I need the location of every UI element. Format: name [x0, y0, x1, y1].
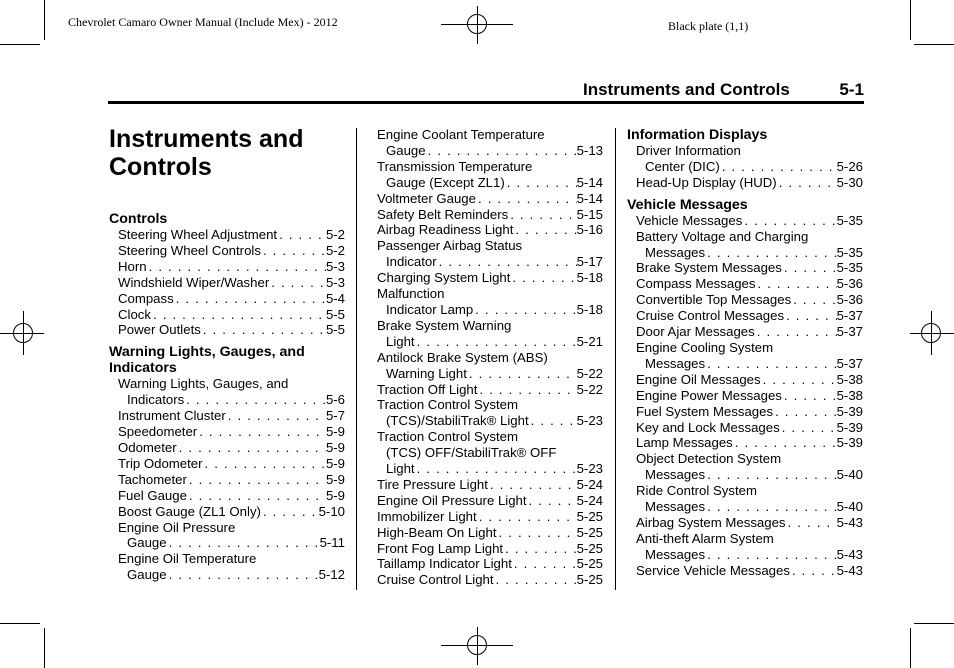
toc-entry[interactable] — [627, 340, 863, 372]
leader-dots — [508, 207, 576, 223]
toc-page-ref: 5-24 — [576, 476, 603, 492]
toc-column-1 — [109, 211, 345, 583]
toc-page-ref: 5-13 — [576, 142, 603, 158]
leader-dots — [167, 535, 320, 551]
toc-entry[interactable] — [627, 404, 863, 420]
toc-entry-text: Antilock Brake System (ABS) — [377, 349, 548, 365]
leader-dots — [742, 213, 836, 229]
toc-page-ref: 5-7 — [325, 408, 345, 424]
column-divider — [615, 128, 616, 590]
toc-page-ref: 5-12 — [318, 567, 345, 583]
document-header: Chevrolet Camaro Owner Manual (Include Mex) - 2012 — [68, 15, 338, 29]
toc-entry[interactable] — [627, 175, 863, 191]
toc-entry[interactable] — [627, 143, 863, 175]
toc-entry-text: (TCS) OFF/StabiliTrak® OFF — [386, 445, 557, 461]
header-rule — [108, 101, 864, 104]
leader-dots — [277, 227, 326, 243]
toc-page-ref: 5-21 — [576, 333, 603, 349]
toc-entry-text: Traction Off Light — [377, 381, 478, 397]
leader-dots — [782, 260, 837, 276]
toc-entry-text: Cruise Control Messages — [636, 308, 785, 324]
leader-dots — [782, 388, 837, 404]
toc-page-ref: 5-26 — [836, 158, 863, 174]
leader-dots — [467, 366, 577, 382]
toc-entry-text: Instrument Cluster — [118, 408, 226, 424]
toc-entry-text: Indicators — [127, 392, 185, 408]
toc-entry[interactable] — [377, 493, 603, 509]
toc-page-ref: 5-37 — [836, 355, 863, 371]
toc-entry-text: Ride Control System — [636, 483, 757, 499]
section-title: Instruments and Controls — [583, 80, 790, 99]
toc-entry[interactable] — [109, 520, 345, 552]
toc-entry-text: Convertible Top Messages — [636, 292, 792, 308]
crop-mark — [44, 628, 45, 668]
toc-entry-text: Object Detection System — [636, 451, 782, 467]
leader-dots — [167, 567, 319, 583]
leader-dots — [705, 356, 836, 372]
toc-entry-text: Power Outlets — [118, 322, 201, 338]
toc-entry[interactable] — [377, 397, 603, 429]
toc-entry-text: Engine Oil Messages — [636, 371, 761, 387]
toc-entry-text: Gauge — [127, 567, 167, 583]
toc-heading: Controls — [109, 211, 168, 227]
toc-entry[interactable] — [109, 291, 345, 307]
toc-entry[interactable] — [377, 525, 603, 541]
toc-page-ref: 5-37 — [836, 308, 863, 324]
toc-page-ref: 5-39 — [836, 419, 863, 435]
toc-page-ref: 5-25 — [576, 540, 603, 556]
toc-entry-text: Driver Information — [636, 143, 741, 158]
toc-entry[interactable] — [109, 227, 345, 243]
toc-page-ref: 5-24 — [576, 492, 603, 508]
toc-page-ref: 5-9 — [325, 471, 345, 487]
toc-entry-text: Voltmeter Gauge — [377, 190, 476, 206]
toc-entry[interactable] — [109, 259, 345, 275]
toc-entry-text: Engine Oil Pressure — [118, 519, 236, 535]
leader-dots — [512, 556, 577, 572]
leader-dots — [476, 191, 577, 207]
toc-entry[interactable] — [627, 324, 863, 340]
toc-entry-text: Indicator — [386, 254, 437, 270]
leader-dots — [415, 461, 577, 477]
toc-page-ref: 5-17 — [576, 254, 603, 270]
leader-dots — [187, 472, 326, 488]
leader-dots — [791, 292, 836, 308]
toc-entry[interactable] — [627, 388, 863, 404]
crop-mark — [0, 623, 40, 624]
toc-entry[interactable] — [377, 270, 603, 286]
toc-entry[interactable] — [377, 238, 603, 270]
toc-entry[interactable] — [109, 424, 345, 440]
toc-entry[interactable] — [627, 515, 863, 531]
toc-entry-text: Odometer — [118, 439, 177, 455]
toc-page-ref: 5-43 — [836, 546, 863, 562]
leader-dots — [203, 456, 326, 472]
column-divider — [356, 128, 357, 590]
toc-page-ref: 5-16 — [576, 222, 603, 238]
toc-entry[interactable] — [627, 483, 863, 515]
leader-dots — [197, 424, 326, 440]
crop-mark — [910, 628, 911, 668]
toc-entry[interactable] — [377, 207, 603, 223]
toc-heading: Warning Lights, Gauges, and Indicators — [109, 344, 305, 377]
toc-page-ref: 5-14 — [576, 174, 603, 190]
toc-page-ref: 5-36 — [836, 276, 863, 292]
leader-dots — [415, 334, 577, 350]
leader-dots — [705, 547, 836, 563]
toc-entry-text: Gauge (Except ZL1) — [386, 174, 505, 190]
toc-page-ref: 5-25 — [576, 524, 603, 540]
toc-page-ref: 5-3 — [325, 274, 345, 290]
toc-entry-text: Fuel Gauge — [118, 487, 187, 503]
toc-entry-text: Engine Oil Temperature — [118, 551, 257, 567]
toc-page-ref: 5-23 — [576, 413, 603, 429]
toc-page-ref: 5-38 — [836, 387, 863, 403]
toc-entry-text: High-Beam On Light — [377, 524, 497, 540]
toc-entry[interactable] — [377, 572, 603, 588]
toc-entry[interactable] — [627, 260, 863, 276]
chapter-title: Instruments and Controls — [109, 125, 304, 181]
leader-dots — [496, 525, 576, 541]
toc-entry[interactable] — [109, 243, 345, 259]
toc-entry-text: Engine Coolant Temperature — [377, 127, 545, 142]
toc-entry-text: Windshield Wiper/Washer — [118, 274, 270, 290]
toc-entry[interactable] — [627, 563, 863, 579]
leader-dots — [494, 572, 577, 588]
toc-entry-text: Warning Lights, Gauges, and — [118, 376, 289, 392]
toc-entry-text: Passenger Airbag Status — [377, 238, 523, 254]
toc-entry[interactable] — [377, 541, 603, 557]
toc-entry[interactable] — [377, 477, 603, 493]
toc-page-ref: 5-4 — [325, 290, 345, 306]
toc-page-ref: 5-35 — [836, 260, 863, 276]
toc-page-ref: 5-25 — [576, 508, 603, 524]
leader-dots — [269, 275, 326, 291]
leader-dots — [505, 175, 577, 191]
leader-dots — [720, 159, 837, 175]
toc-page-ref: 5-9 — [325, 455, 345, 471]
toc-page-ref: 5-15 — [576, 206, 603, 222]
toc-entry[interactable] — [109, 307, 345, 323]
toc-entry-text: Malfunction — [377, 286, 445, 302]
leader-dots — [184, 392, 326, 408]
toc-page-ref: 5-36 — [836, 292, 863, 308]
toc-page-ref: 5-11 — [319, 535, 345, 551]
toc-page-ref: 5-40 — [836, 499, 863, 515]
toc-entry-text: Boost Gauge (ZL1 Only) — [118, 503, 261, 519]
crop-mark — [0, 44, 40, 45]
leader-dots — [477, 509, 577, 525]
toc-entry[interactable] — [377, 556, 603, 572]
leader-dots — [261, 243, 326, 259]
toc-entry-text: Center (DIC) — [645, 158, 720, 174]
leader-dots — [761, 372, 837, 388]
crop-mark — [44, 0, 45, 40]
toc-entry-text: Tire Pressure Light — [377, 476, 488, 492]
toc-entry-text: Tachometer — [118, 471, 187, 487]
leader-dots — [261, 504, 319, 520]
toc-entry[interactable] — [109, 456, 345, 472]
toc-page-ref: 5-18 — [576, 301, 603, 317]
toc-entry[interactable] — [627, 276, 863, 292]
toc-heading: Vehicle Messages — [627, 196, 748, 213]
toc-entry[interactable] — [627, 420, 863, 436]
leader-dots — [151, 307, 326, 323]
toc-entry[interactable] — [109, 408, 345, 424]
page-number: 5-1 — [839, 80, 864, 99]
toc-entry-text: Gauge — [127, 535, 167, 551]
toc-entry[interactable] — [377, 159, 603, 191]
toc-entry[interactable] — [109, 275, 345, 291]
toc-entry[interactable] — [627, 531, 863, 563]
toc-entry-text: Light — [386, 333, 415, 349]
toc-page-ref: 5-14 — [576, 190, 603, 206]
toc-entry[interactable] — [627, 372, 863, 388]
toc-entry-text: Front Fog Lamp Light — [377, 540, 504, 556]
toc-entry-text: Indicator Lamp — [386, 301, 474, 317]
toc-entry-text: Steering Wheel Adjustment — [118, 227, 278, 242]
leader-dots — [488, 477, 577, 493]
toc-entry-text: Clock — [118, 306, 151, 322]
toc-entry[interactable] — [109, 504, 345, 520]
leader-dots — [705, 499, 836, 515]
toc-entry-text: Speedometer — [118, 424, 198, 440]
toc-entry-text: Messages — [645, 546, 706, 562]
toc-entry[interactable] — [377, 191, 603, 207]
leader-dots — [733, 435, 837, 451]
toc-page-ref: 5-22 — [576, 365, 603, 381]
leader-dots — [174, 291, 326, 307]
toc-entry-text: Anti-theft Alarm System — [636, 530, 774, 546]
toc-page-ref: 5-5 — [325, 322, 345, 338]
toc-entry-text: Transmission Temperature — [377, 158, 533, 174]
toc-entry-text: Warning Light — [386, 365, 467, 381]
toc-heading: Information Displays — [627, 127, 768, 143]
toc-page-ref: 5-39 — [836, 403, 863, 419]
toc-entry-text: Charging System Light — [377, 270, 511, 286]
toc-entry-text: Compass — [118, 290, 174, 306]
toc-entry[interactable] — [627, 213, 863, 229]
toc-entry-text: Compass Messages — [636, 276, 756, 292]
toc-entry-text: Messages — [645, 244, 706, 260]
leader-dots — [437, 254, 577, 270]
toc-entry[interactable] — [377, 318, 603, 350]
leader-dots — [503, 541, 577, 557]
toc-entry-text: Trip Odometer — [118, 455, 203, 471]
toc-entry[interactable] — [377, 382, 603, 398]
toc-page-ref: 5-3 — [325, 258, 345, 274]
leader-dots — [147, 259, 326, 275]
plate-label: Black plate (1,1) — [668, 19, 749, 33]
toc-entry[interactable] — [627, 451, 863, 483]
toc-entry-text: Messages — [645, 499, 706, 515]
toc-entry[interactable] — [109, 322, 345, 338]
toc-entry-text: Brake System Messages — [636, 260, 782, 276]
toc-page-ref: 5-43 — [836, 562, 863, 578]
leader-dots — [780, 420, 837, 436]
toc-page-ref: 5-23 — [576, 461, 603, 477]
leader-dots — [705, 467, 836, 483]
toc-page-ref: 5-38 — [836, 371, 863, 387]
toc-entry[interactable] — [627, 292, 863, 308]
toc-entry-text: Messages — [645, 355, 706, 371]
toc-page-ref: 5-10 — [318, 503, 345, 519]
leader-dots — [226, 408, 326, 424]
toc-page-ref: 5-6 — [325, 392, 345, 408]
leader-dots — [426, 143, 577, 159]
crop-mark — [914, 44, 954, 45]
leader-dots — [527, 493, 577, 509]
toc-page-ref: 5-35 — [836, 212, 863, 228]
leader-dots — [755, 276, 836, 292]
toc-entry-text: Lamp Messages — [636, 435, 733, 451]
toc-entry-text: Steering Wheel Controls — [118, 242, 261, 258]
toc-page-ref: 5-2 — [325, 227, 345, 242]
toc-entry[interactable] — [377, 350, 603, 382]
toc-column-3 — [627, 127, 863, 579]
leader-dots — [177, 440, 326, 456]
leader-dots — [201, 322, 326, 338]
toc-page-ref: 5-18 — [576, 270, 603, 286]
toc-entry-text: Engine Oil Pressure Light — [377, 492, 527, 508]
toc-entry-text: Door Ajar Messages — [636, 324, 755, 340]
leader-dots — [777, 175, 837, 191]
toc-page-ref: 5-9 — [325, 487, 345, 503]
toc-entry-text: (TCS)/StabiliTrak® Light — [386, 413, 529, 429]
toc-entry-text: Vehicle Messages — [636, 212, 743, 228]
toc-page-ref: 5-40 — [836, 467, 863, 483]
toc-entry[interactable] — [109, 376, 345, 408]
toc-entry[interactable] — [109, 472, 345, 488]
toc-page-ref: 5-9 — [325, 424, 345, 440]
toc-entry[interactable] — [377, 509, 603, 525]
toc-entry-text: Service Vehicle Messages — [636, 562, 790, 578]
section-header — [583, 80, 864, 100]
toc-page-ref: 5-2 — [325, 242, 345, 258]
toc-entry-text: Fuel System Messages — [636, 403, 774, 419]
toc-entry-text: Key and Lock Messages — [636, 419, 780, 435]
toc-entry[interactable] — [377, 127, 603, 159]
leader-dots — [473, 302, 576, 318]
toc-entry[interactable] — [109, 440, 345, 456]
toc-entry[interactable] — [377, 286, 603, 318]
crop-mark — [910, 0, 911, 40]
toc-entry[interactable] — [627, 435, 863, 451]
toc-page-ref: 5-5 — [325, 306, 345, 322]
leader-dots — [773, 404, 837, 420]
toc-entry-text: Cruise Control Light — [377, 572, 494, 588]
toc-column-2 — [377, 127, 603, 588]
toc-entry-text: Messages — [645, 467, 706, 483]
toc-entry-text: Engine Cooling System — [636, 339, 774, 355]
toc-page-ref: 5-30 — [836, 174, 863, 190]
leader-dots — [477, 382, 576, 398]
toc-entry-text: Immobilizer Light — [377, 508, 477, 524]
toc-entry[interactable] — [109, 551, 345, 583]
toc-entry-text: Traction Control System — [377, 429, 518, 445]
toc-entry[interactable] — [377, 222, 603, 238]
leader-dots — [705, 245, 836, 261]
leader-dots — [790, 563, 837, 579]
toc-entry-text: Gauge — [386, 142, 426, 158]
leader-dots — [786, 515, 837, 531]
leader-dots — [755, 324, 837, 340]
toc-entry-text: Brake System Warning — [377, 317, 512, 333]
toc-entry-text: Light — [386, 461, 415, 477]
toc-page-ref: 5-43 — [836, 514, 863, 530]
crop-mark — [914, 623, 954, 624]
leader-dots — [510, 270, 576, 286]
toc-entry-text: Head-Up Display (HUD) — [636, 174, 777, 190]
toc-entry-text: Airbag System Messages — [636, 514, 786, 530]
leader-dots — [187, 488, 326, 504]
toc-page-ref: 5-22 — [576, 381, 603, 397]
toc-entry-text: Traction Control System — [377, 397, 518, 413]
toc-page-ref: 5-25 — [576, 556, 603, 572]
toc-page-ref: 5-37 — [836, 324, 863, 340]
toc-entry-text: Battery Voltage and Charging — [636, 228, 809, 244]
toc-entry[interactable] — [627, 229, 863, 261]
toc-entry-text: Safety Belt Reminders — [377, 206, 509, 222]
toc-entry-text: Horn — [118, 258, 147, 274]
toc-entry-text: Engine Power Messages — [636, 387, 782, 403]
toc-page-ref: 5-39 — [836, 435, 863, 451]
toc-entry-text: Taillamp Indicator Light — [377, 556, 512, 572]
toc-entry[interactable] — [377, 429, 603, 477]
leader-dots — [784, 308, 837, 324]
leader-dots — [513, 222, 576, 238]
leader-dots — [529, 413, 577, 429]
toc-page-ref: 5-9 — [325, 439, 345, 455]
toc-entry-text: Airbag Readiness Light — [377, 222, 514, 238]
toc-page-ref: 5-25 — [576, 572, 603, 588]
toc-page-ref: 5-35 — [836, 244, 863, 260]
toc-entry[interactable] — [627, 308, 863, 324]
toc-entry[interactable] — [109, 488, 345, 504]
